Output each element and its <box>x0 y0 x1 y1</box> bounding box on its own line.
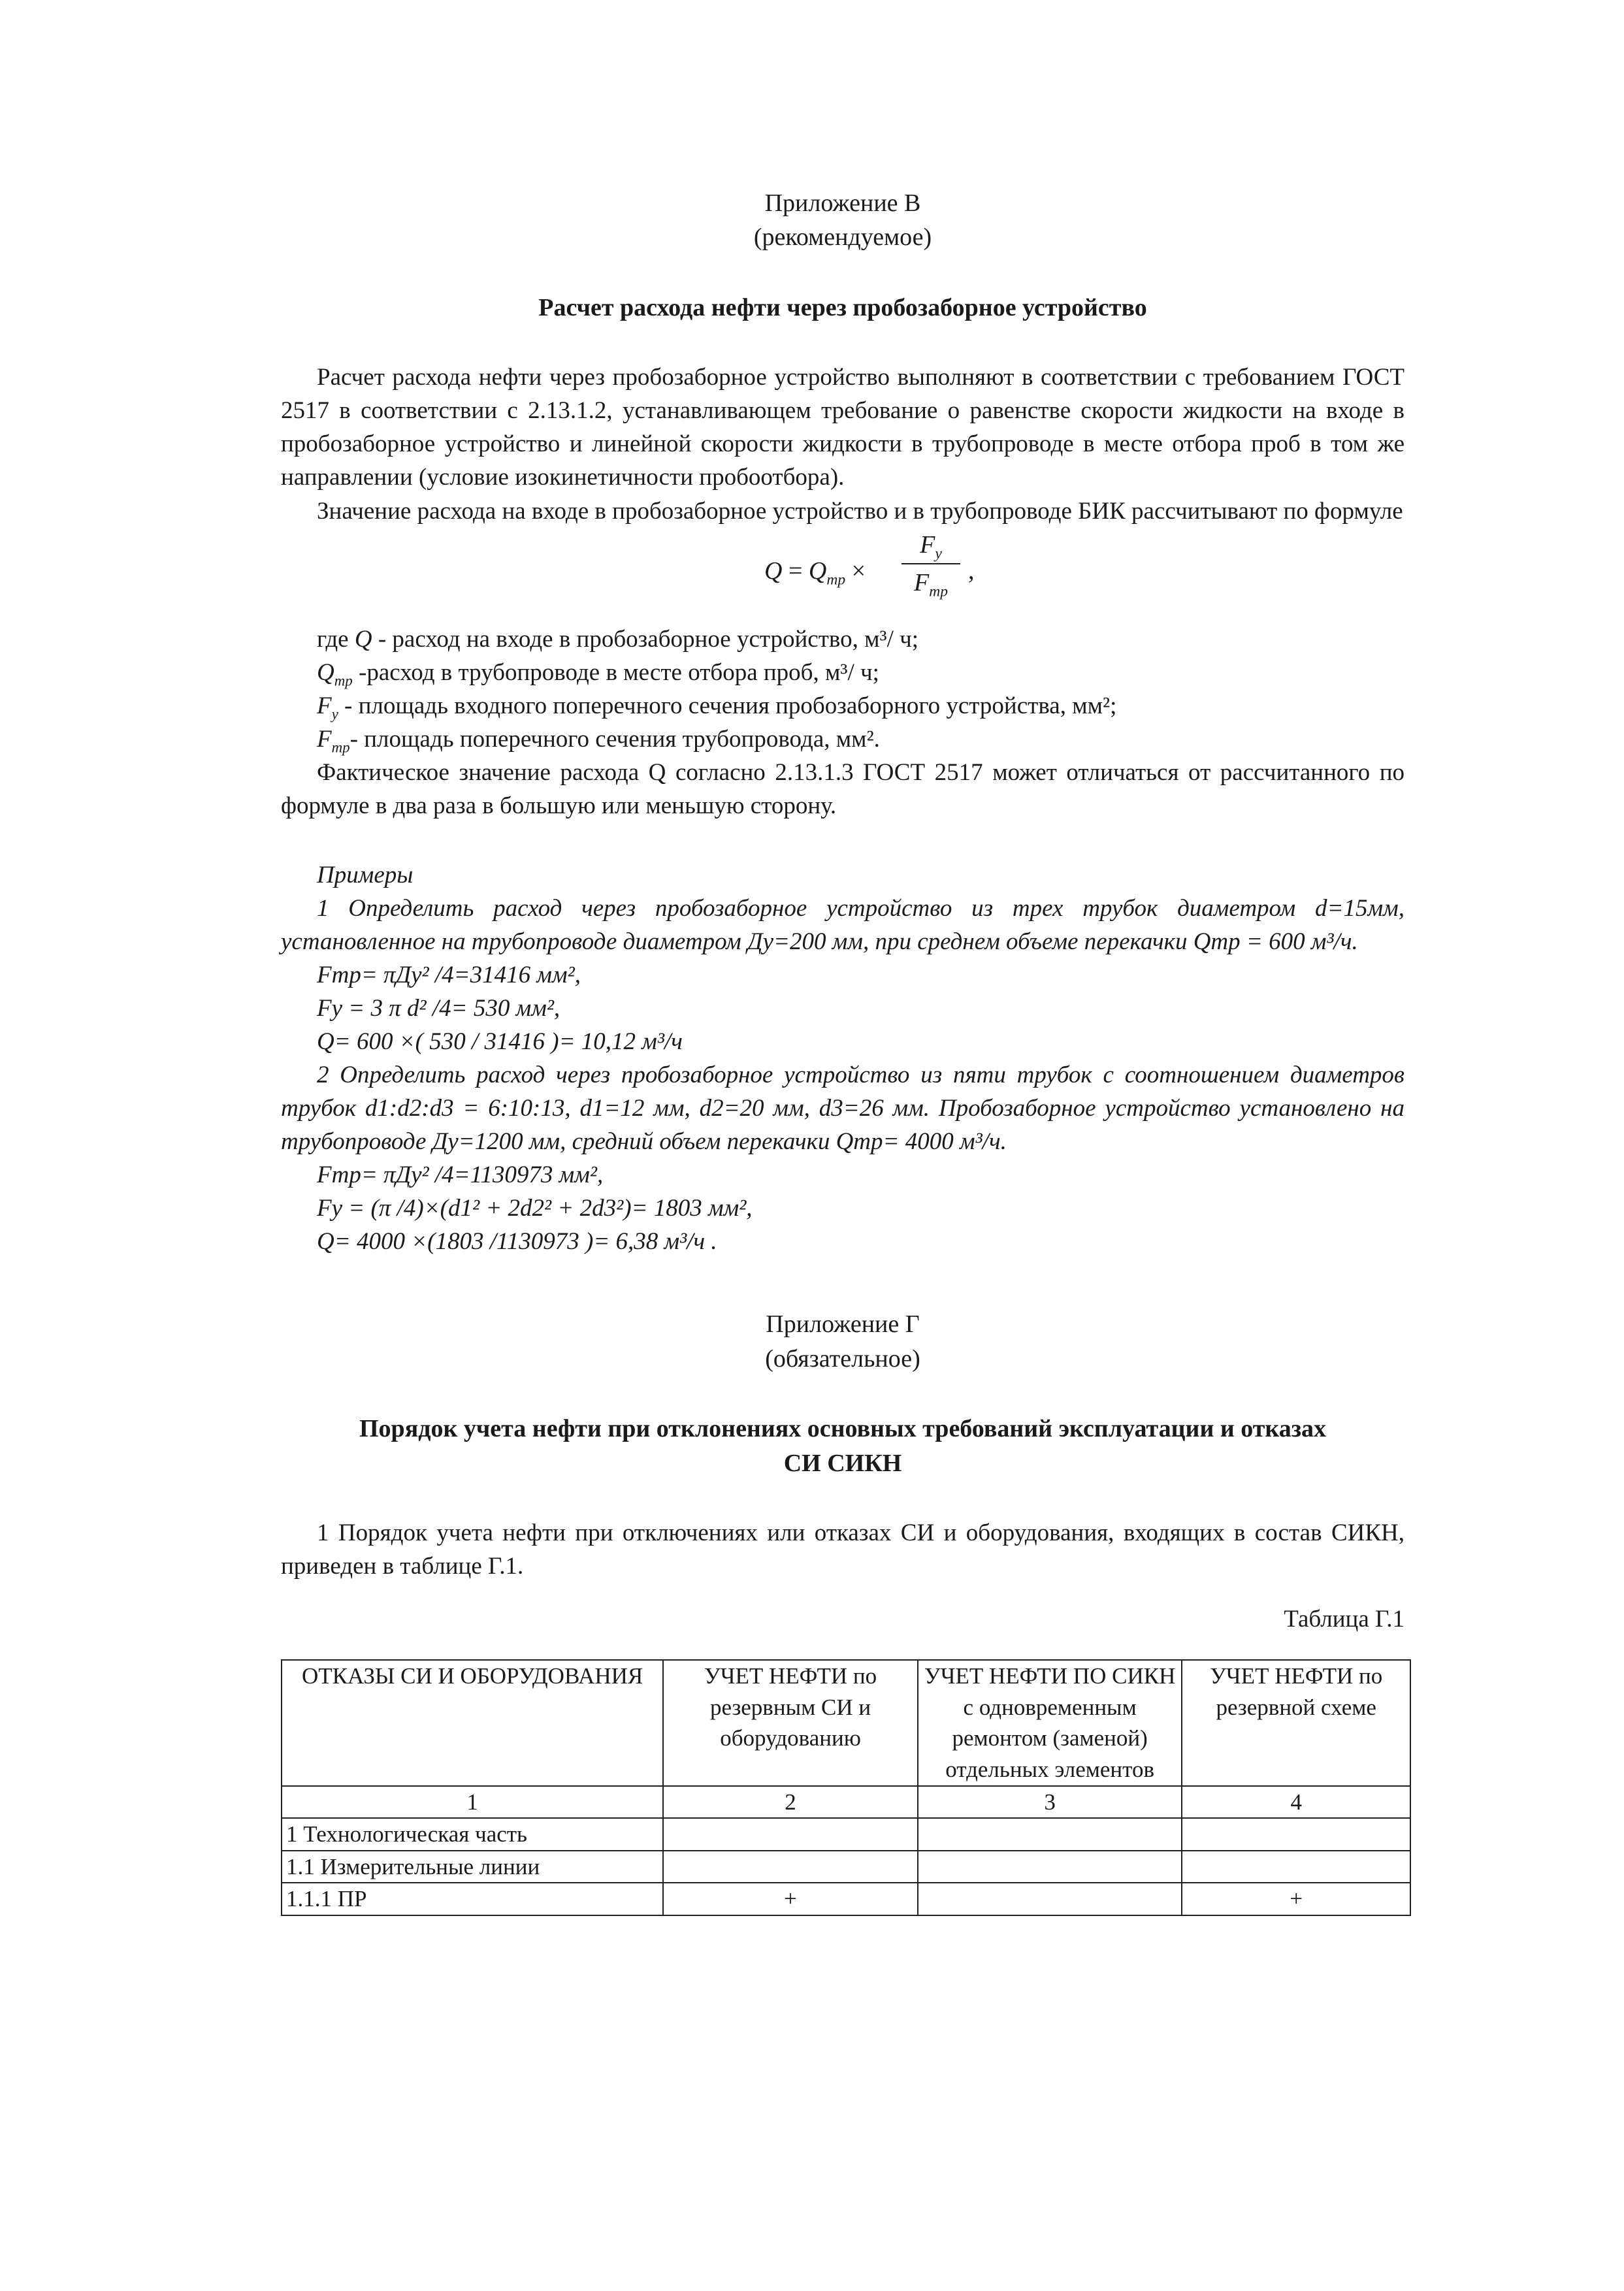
appendix-g-title: Приложение Г <box>766 1310 920 1339</box>
formula-numerator: F <box>920 530 935 559</box>
where-list <box>281 623 1405 756</box>
formula-comma: , <box>968 557 975 585</box>
appendix-v-paragraph-2: Значение расхода на входе в пробозаборное устройство и в трубопроводе БИК рассчитывают по формуле <box>317 497 1403 525</box>
appendix-g-heading-line-2: СИ СИКН <box>783 1449 902 1477</box>
example-2-line: Fтр= πДу² /4=1130973 мм², <box>317 1162 604 1189</box>
appendix-g-heading-line-1: Порядок учета нефти при отклонениях основных требований эксплуатации и отказах <box>359 1415 1326 1443</box>
where-symbol-sub: тр <box>331 739 350 756</box>
where-item <box>281 723 1405 756</box>
table-cell: 1.1 Измерительные линии <box>282 1851 663 1883</box>
column-number: 4 <box>1182 1786 1410 1819</box>
column-number: 2 <box>663 1786 918 1819</box>
example-2-line: Q= 4000 ×(1803 /1130973 )= 6,38 м³/ч . <box>317 1228 717 1256</box>
example-1-text: 1 Определить расход через пробозаборное устройство из трех трубок диаметром d=15мм, установленное на трубопроводе диаметром Ду=200 мм, при среднем объеме перекачки Qтр = 600 м³/ч. <box>281 894 1405 955</box>
table-cell <box>918 1818 1182 1851</box>
table-header-row <box>282 1660 1410 1785</box>
column-number: 3 <box>918 1786 1182 1819</box>
where-prefix: где <box>317 625 355 653</box>
appendix-v-note: (рекомендуемое) <box>753 223 932 252</box>
formula-fraction <box>901 528 960 600</box>
where-text: - площадь входного поперечного сечения пробозаборного устройства, мм²; <box>338 692 1117 719</box>
formula-times: × <box>845 557 866 585</box>
where-symbol: F <box>317 725 332 753</box>
formula-denominator: F <box>914 568 930 596</box>
example-2-text: 2 Определить расход через пробозаборное устройство из пяти трубок с соотношением диаметров трубок d1:d2:d3 = 6:10:13, d1=12 мм, d2=20 мм, d3=26 мм. Пробозаборное устройство установлено на трубопроводе Ду=1200 мм, средний объем перекачки Qтр= 4000 м³/ч. <box>281 1062 1405 1156</box>
fraction-bar <box>901 563 960 564</box>
table-cell <box>918 1851 1182 1883</box>
document-content <box>281 186 1405 1916</box>
table-cell <box>663 1851 918 1883</box>
examples-title: Примеры <box>317 861 414 888</box>
formula-q-tr: Q <box>808 557 827 585</box>
where-symbol: Q <box>317 658 334 686</box>
appendix-g-paragraph-1: 1 Порядок учета нефти при отключениях или отказах СИ и оборудования, входящих в состав СИКН, приведен в таблице Г.1. <box>281 1519 1405 1580</box>
table-header: УЧЕТ НЕФТИ ПО СИКН с одновременным ремонтом (заменой) отдельных элементов <box>918 1660 1182 1785</box>
appendix-v-title: Приложение В <box>764 189 921 217</box>
table-cell <box>1182 1818 1410 1851</box>
table-number-row <box>282 1786 1410 1819</box>
appendix-v-heading: Расчет расхода нефти через пробозаборное устройство <box>538 293 1147 321</box>
table-cell: + <box>1182 1883 1410 1915</box>
example-1-line: Fтр= πДу² /4=31416 мм², <box>317 961 581 988</box>
table-header: УЧЕТ НЕФТИ по резервным СИ и оборудованию <box>663 1660 918 1785</box>
where-symbol: Q <box>354 625 372 653</box>
formula-denominator-sub: тр <box>929 583 948 600</box>
table-cell <box>1182 1851 1410 1883</box>
table-cell: 1 Технологическая часть <box>282 1818 663 1851</box>
table-header: ОТКАЗЫ СИ И ОБОРУДОВАНИЯ <box>282 1660 663 1785</box>
table-cell <box>918 1883 1182 1915</box>
table-row <box>282 1818 1410 1851</box>
table-label: Таблица Г.1 <box>1284 1606 1405 1633</box>
table-header: УЧЕТ НЕФТИ по резервной схеме <box>1182 1660 1410 1785</box>
where-item <box>281 623 1405 656</box>
table-cell: + <box>663 1883 918 1915</box>
formula-q-tr-sub: тр <box>826 571 846 589</box>
where-symbol: F <box>317 692 332 719</box>
example-1-line: Q= 600 ×( 530 / 31416 )= 10,12 м³/ч <box>317 1028 683 1056</box>
failures-table <box>281 1659 1411 1916</box>
appendix-v-paragraph-3: Фактическое значение расхода Q согласно 2.13.1.3 ГОСТ 2517 может отличаться от рассчитанного по формуле в два раза в большую или меньшую сторону. <box>281 758 1405 819</box>
where-text: - расход на входе в пробозаборное устройство, м³/ ч; <box>372 625 919 653</box>
where-symbol-sub: у <box>331 706 338 723</box>
table-cell: 1.1.1 ПР <box>282 1883 663 1915</box>
formula-numerator-sub: у <box>935 545 942 562</box>
formula-equals: = <box>782 557 809 585</box>
appendix-g-note: (обязательное) <box>765 1344 920 1373</box>
where-text: -расход в трубопроводе в месте отбора проб, м³/ ч; <box>352 658 879 686</box>
where-symbol-sub: тр <box>334 672 353 689</box>
where-item <box>281 689 1405 723</box>
where-item <box>281 656 1405 689</box>
example-1-line: Fу = 3 π d² /4= 530 мм², <box>317 995 560 1022</box>
formula-q: Q <box>764 557 783 585</box>
flow-formula <box>281 528 1405 623</box>
appendix-v-paragraph-1: Расчет расхода нефти через пробозаборное устройство выполняют в соответствии с требованием ГОСТ 2517 в соответствии с 2.13.1.2, устанавливающем требование о равенстве скорости жидкости на входе в пробозаборное устройство и линейной скорости жидкости в трубопроводе в месте отбора проб в том же направлении (условие изокинетичности пробоотбора). <box>281 364 1405 491</box>
table-row <box>282 1851 1410 1883</box>
column-number: 1 <box>282 1786 663 1819</box>
table-cell <box>663 1818 918 1851</box>
table-row <box>282 1883 1410 1915</box>
where-text: - площадь поперечного сечения трубопровода, мм². <box>349 725 880 753</box>
example-2-line: Fу = (π /4)×(d1² + 2d2² + 2d3²)= 1803 мм², <box>317 1195 753 1222</box>
